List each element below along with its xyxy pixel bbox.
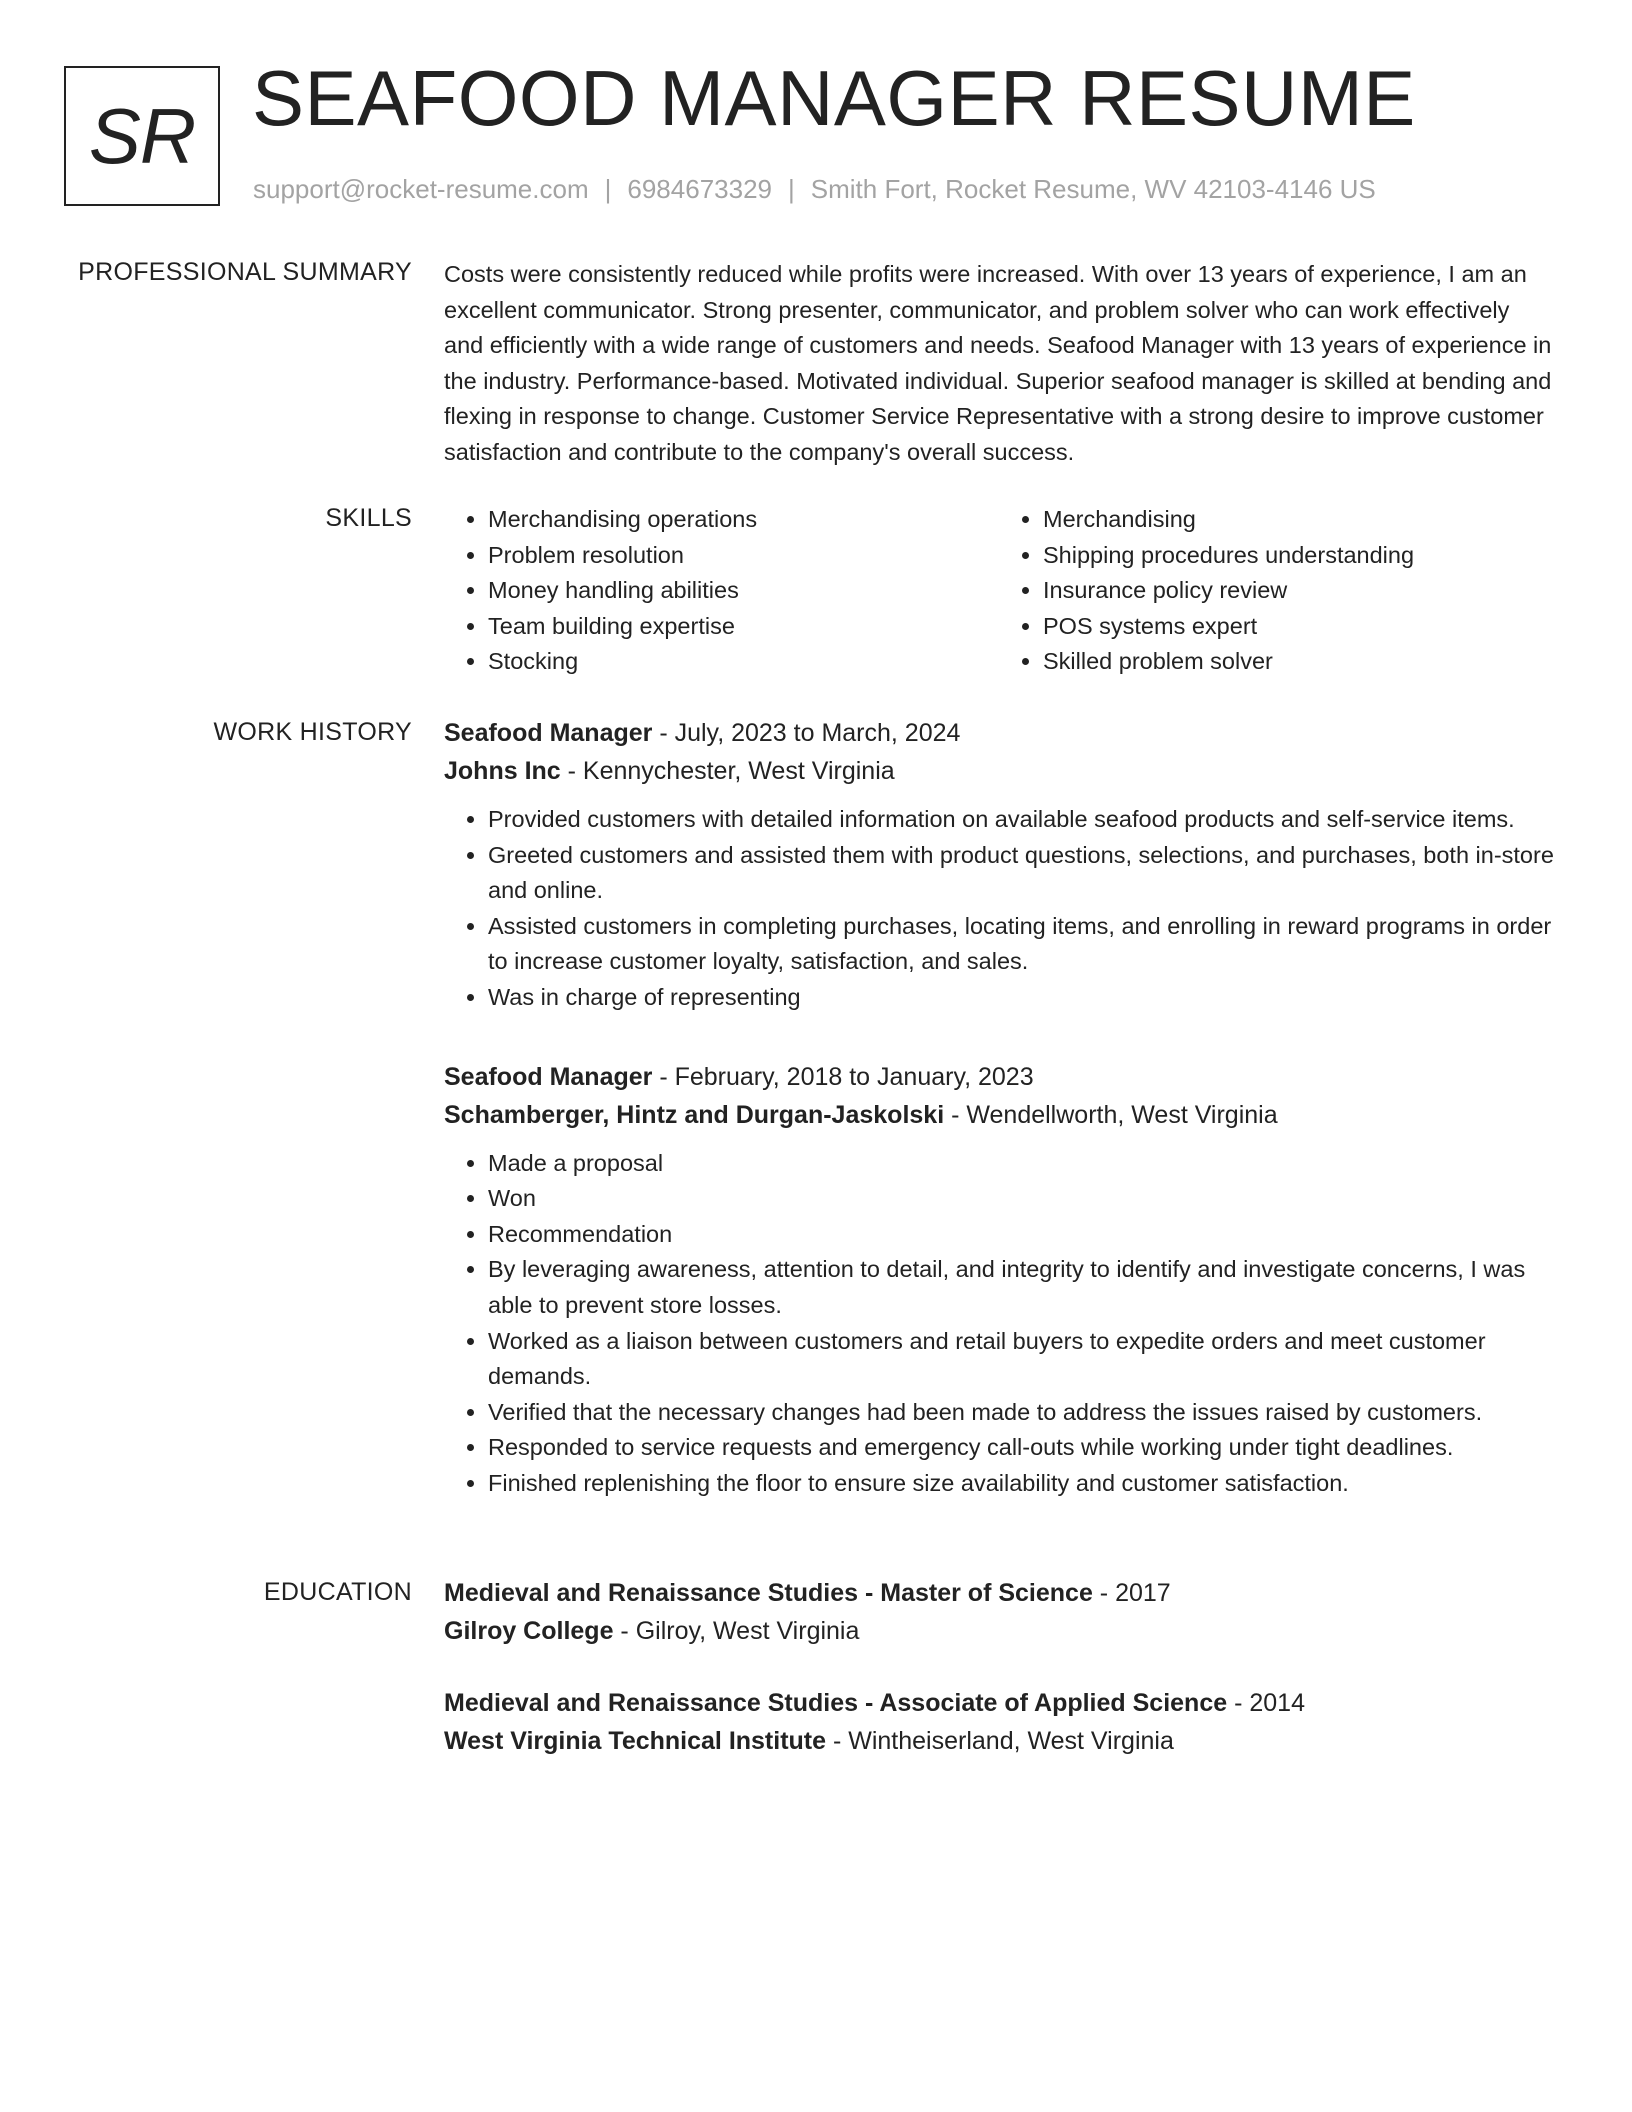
degree-line [444, 1574, 1554, 1612]
initials-text: SR [88, 91, 196, 180]
job-title: Seafood Manager [444, 719, 653, 747]
job-duty: • Recommendation [488, 1217, 1554, 1253]
education-entry [444, 1684, 1554, 1760]
job-location: - Kennychester, West Virginia [560, 757, 895, 785]
initials-monogram [64, 66, 220, 206]
school: Gilroy College [444, 1617, 614, 1645]
job-duties [444, 802, 1554, 1016]
job-company-line [444, 752, 1554, 790]
job-dates: - July, 2023 to March, 2024 [652, 719, 961, 747]
graduation-year: - 2014 [1227, 1689, 1305, 1717]
work-history-section [444, 714, 1554, 1516]
school-location: - Gilroy, West Virginia [613, 1617, 860, 1645]
skill-item: • Money handling abilities [488, 573, 999, 609]
school: West Virginia Technical Institute [444, 1727, 827, 1755]
email-link[interactable]: support@rocket-resume.com [253, 174, 589, 204]
skills-list-right [999, 502, 1554, 680]
job-title-line [444, 1058, 1554, 1096]
job-duties [444, 1146, 1554, 1502]
education-entry [444, 1574, 1554, 1650]
school-location: - Wintheiserland, West Virginia [826, 1727, 1174, 1755]
job-duty: • Made a proposal [488, 1146, 1554, 1182]
contact-separator: | [604, 174, 612, 204]
contact-separator: | [788, 174, 795, 204]
job-company: Schamberger, Hintz and Durgan-Jaskolski [444, 1100, 945, 1129]
job-duty: • Won [488, 1181, 1554, 1217]
job-entry [444, 1058, 1554, 1502]
skills-heading: SKILLS [325, 504, 412, 532]
skill-item: • Insurance policy review [1043, 573, 1554, 609]
school-line [444, 1612, 1554, 1650]
job-title: Seafood Manager [444, 1062, 653, 1091]
degree-line [444, 1684, 1554, 1722]
job-duty: • Verified that the necessary changes had been made to address the issues raised by customers. [488, 1395, 1554, 1431]
skills-section [444, 502, 1554, 680]
job-title-line [444, 714, 1554, 752]
school-line [444, 1722, 1554, 1760]
phone-number: 6984673329 [627, 174, 772, 204]
job-entry [444, 714, 1554, 1016]
job-company: Johns Inc [444, 757, 561, 785]
skill-item: • Shipping procedures understanding [1043, 538, 1554, 574]
job-duty: • Assisted customers in completing purchases, locating items, and enrolling in reward programs in order to increase customer loyalty, satisfaction, and sales. [488, 909, 1554, 980]
summary-text: Costs were consistently reduced while profits were increased. With over 13 years of experience, I am an excellent communicator. Strong presenter, communicator, and problem solver who can work effectively and efficiently with a wide range of customers and needs. Seafood Manager with 13 years of experience in the industry. Performance-based. Motivated individual. Superior seafood manager is skilled at bending and flexing in response to change. Customer Service Representative with a strong desire to improve customer satisfaction and contribute to the company's overall success. [444, 261, 1552, 465]
job-duty: • By leveraging awareness, attention to detail, and integrity to identify and investigate concerns, I was able to prevent store losses. [488, 1252, 1554, 1323]
address: Smith Fort, Rocket Resume, WV 42103-4146 US [810, 174, 1376, 204]
education-section [444, 1574, 1554, 1760]
skill-item: • Merchandising operations [488, 502, 999, 538]
skill-item: • Problem resolution [488, 538, 999, 574]
job-duty: • Responded to service requests and emergency call-outs while working under tight deadlines. [488, 1430, 1554, 1466]
summary-section [444, 257, 1554, 471]
graduation-year: - 2017 [1092, 1579, 1171, 1607]
work-history-heading: WORK HISTORY [213, 718, 412, 746]
summary-heading: PROFESSIONAL SUMMARY [78, 258, 412, 286]
job-duty: • Provided customers with detailed information on available seafood products and self-service items. [488, 802, 1554, 838]
skill-item: • Team building expertise [488, 609, 999, 645]
job-company-line [444, 1096, 1554, 1134]
job-dates: - February, 2018 to January, 2023 [652, 1062, 1034, 1091]
job-duty: • Was in charge of representing [488, 980, 1554, 1016]
contact-line [253, 174, 1376, 205]
skills-list-left [444, 502, 999, 680]
job-duty: • Finished replenishing the floor to ensure size availability and customer satisfaction. [488, 1466, 1554, 1502]
skill-item: • POS systems expert [1043, 609, 1554, 645]
skill-item: • Merchandising [1043, 502, 1554, 538]
degree: Medieval and Renaissance Studies - Master of Science [444, 1579, 1093, 1607]
job-duty: • Greeted customers and assisted them with product questions, selections, and purchases, both in-store and online. [488, 838, 1554, 909]
job-duty: • Worked as a liaison between customers and retail buyers to expedite orders and meet customer demands. [488, 1324, 1554, 1395]
resume-title: SEAFOOD MANAGER RESUME [252, 54, 1416, 142]
education-heading: EDUCATION [263, 1578, 412, 1606]
job-location: - Wendellworth, West Virginia [944, 1100, 1278, 1129]
skill-item: • Stocking [488, 644, 999, 680]
degree: Medieval and Renaissance Studies - Associate of Applied Science [444, 1689, 1228, 1717]
skill-item: • Skilled problem solver [1043, 644, 1554, 680]
